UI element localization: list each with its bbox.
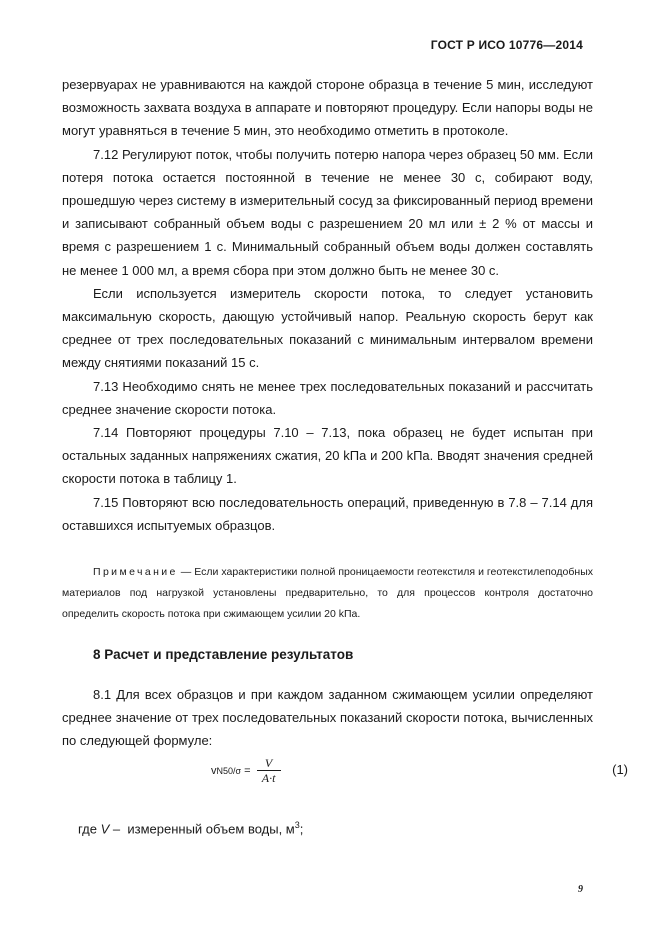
formula-fraction [257, 757, 281, 785]
note-block [62, 562, 593, 624]
document-code-header: ГОСТ Р ИСО 10776—2014 [430, 38, 583, 52]
where-prefix: где [78, 821, 97, 837]
where-definition [78, 820, 303, 836]
note-text: — Если характеристики полной проницаемости геотекстиля и геотекстилеподобных материалов под нагрузкой установлены предварительно, то для процессов контроля достаточно определить скорость потока при сжимающем усилии 20 kПа. [62, 566, 593, 620]
section-8-body [62, 683, 593, 753]
where-suffix: ; [299, 821, 304, 837]
paragraph-7-12: 7.12 Регулируют поток, чтобы получить потерю напора через образец 50 мм. Если потеря потока остается постоянной в течение не менее 30 с, собирают воду, прошедшую через систему в измерительный сосуд за фиксированный период времени и записывают собранный объем воды с разрешением 20 мл или ± 2 % от массы и время с разрешением 1 с. Минимальный собранный объем воды должен составлять не менее 1 000 мл, а время сбора при этом должно быть не менее 30 с. [62, 146, 593, 278]
where-superscript: 3 [294, 820, 300, 830]
paragraph-7-14: 7.14 Повторяют процедуры 7.10 – 7.13, пока образец не будет испытан при остальных заданных напряжениях сжатия, 20 kПа и 200 kПа. Вводят значения средней скорости потока в таблицу 1. [62, 425, 593, 487]
note-label: Примечание [93, 566, 178, 578]
formula-equals: = [244, 765, 251, 777]
paragraph-7-13: 7.13 Необходимо снять не менее трех последовательных показаний и рассчитать среднее значение скорости потока. [62, 378, 593, 417]
formula-lhs [211, 765, 251, 777]
formula-denominator: A·t [261, 771, 276, 785]
equation-number: (1) [612, 762, 628, 777]
paragraph-continuation: резервуарах не уравниваются на каждой стороне образца в течение 5 мин, исследуют возможность захвата воздуха в аппарате и повторяют процедуру. Если напоры воды не могут уравняться в течение 5 мин, это необходимо отметить в протоколе. [62, 77, 593, 139]
paragraph-8-1: 8.1 Для всех образцов и при каждом заданном сжимающем усилии определяют среднее значение от трех последовательных показаний скорости потока, вычисленных по следующей формуле: [62, 687, 593, 749]
paragraph-7-15: 7.15 Повторяют всю последовательность операций, приведенную в 7.8 – 7.14 для оставшихся испытуемых образцов. [62, 494, 593, 533]
body-text-block [62, 73, 593, 537]
formula-numerator: V [264, 756, 273, 770]
where-dash: – [112, 821, 121, 837]
where-description: измеренный объем воды, м [127, 821, 295, 837]
formula-lhs-subscript: N50/σ [216, 766, 242, 776]
formula-1 [211, 757, 281, 785]
formula-lhs-symbol: v [211, 765, 217, 777]
paragraph-flow-meter: Если используется измеритель скорости потока, то следует установить максимальную скорость, дающую устойчивый напор. Реальную скорость берут как среднее от трех последовательных показаний с минимальным интервалом времени между снятиями показаний 15 с. [62, 285, 593, 371]
where-symbol: V [100, 821, 110, 837]
section-8-heading: 8 Расчет и представление результатов [93, 647, 354, 662]
page-number: 9 [578, 884, 583, 895]
